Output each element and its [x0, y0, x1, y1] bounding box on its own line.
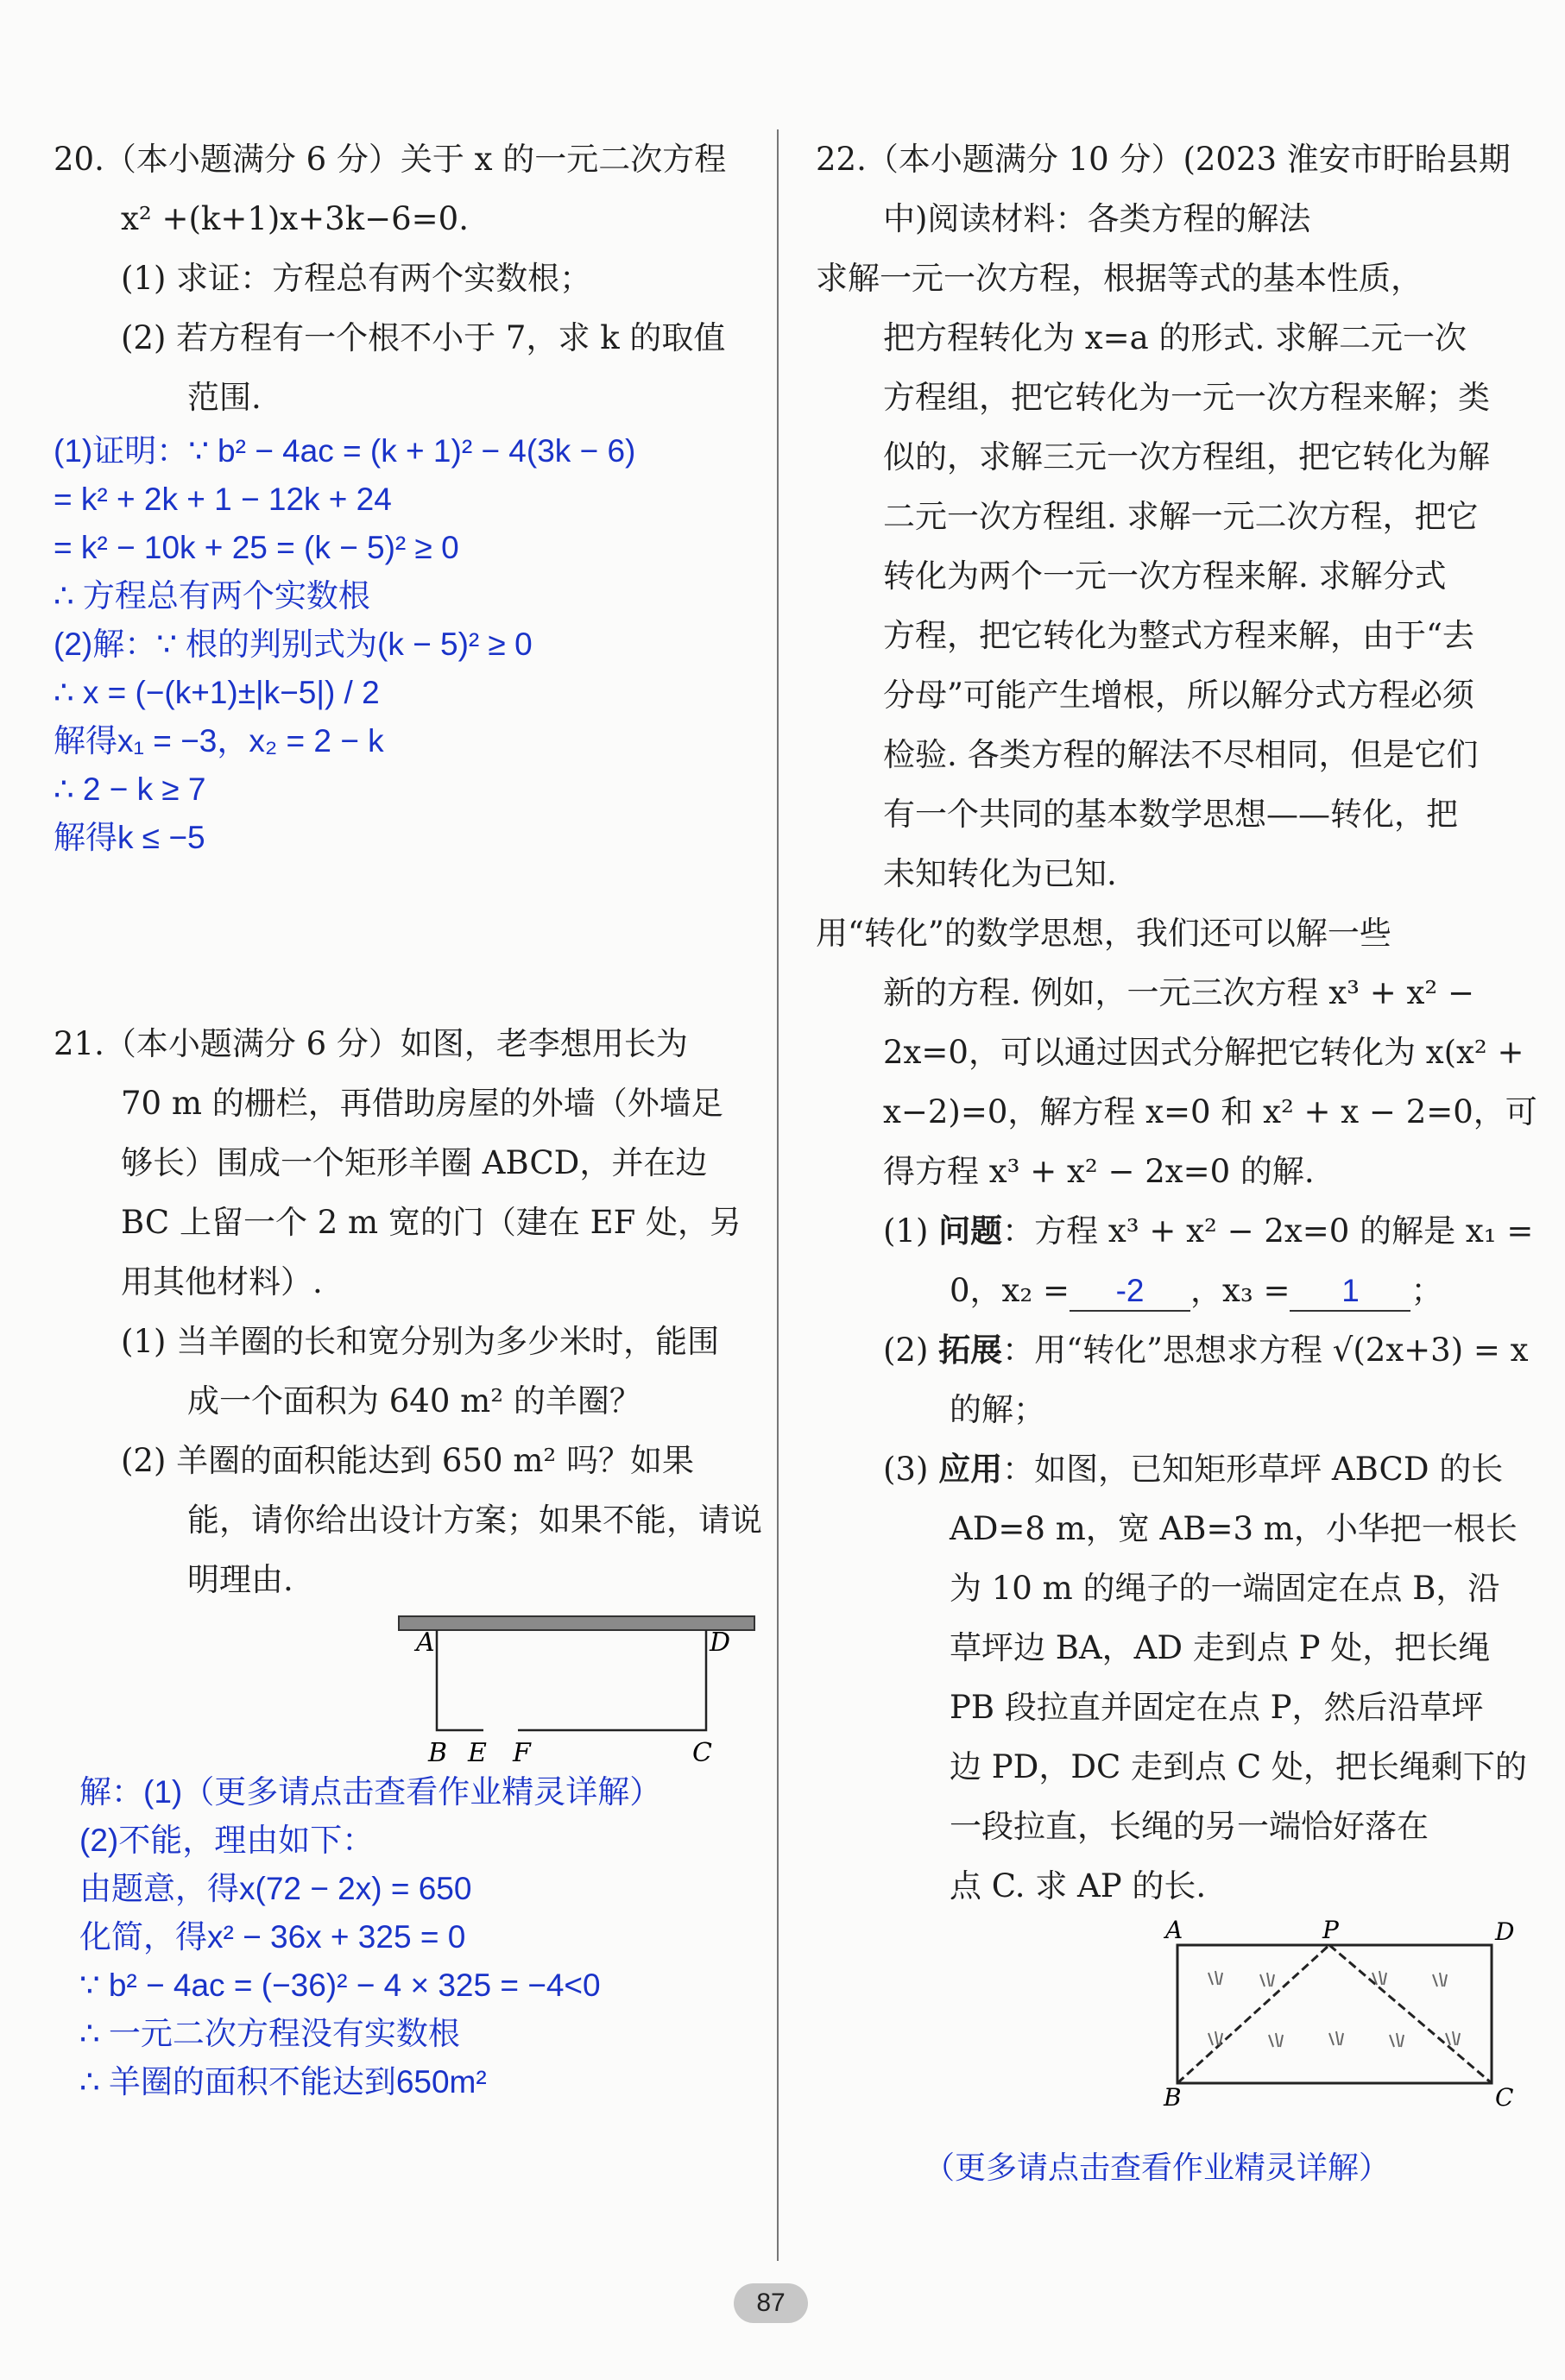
- q20-part1: (1) 求证：方程总有两个实数根；: [121, 260, 592, 297]
- q22-part1-x2-label: 0，x₂ =: [950, 1272, 1070, 1309]
- q20-answer-line: ∴ 2 − k ≥ 7: [54, 771, 206, 807]
- q21-answer-line: 化简，得x² − 36x + 325 = 0: [79, 1919, 466, 1955]
- q20-answer: [54, 427, 761, 862]
- q21-answer-line: 由题意，得x(72 − 2x) = 650: [79, 1871, 472, 1906]
- page-number: 87: [734, 2283, 808, 2323]
- q21-line: 用其他材料）.: [121, 1263, 323, 1300]
- q22-line: 求解一元一次方程，根据等式的基本性质，: [816, 260, 1423, 297]
- q20-equation: x² +(k+1)x+3k−6=0.: [121, 200, 469, 237]
- q21-part: 能，请你给出设计方案；如果不能，请说: [187, 1502, 762, 1539]
- q21-part: 成一个面积为 640 m² 的羊圈？: [187, 1382, 641, 1420]
- q21-answer-line: ∵ b² − 4ac = (−36)² − 4 × 325 = −4<0: [79, 1968, 601, 2003]
- q22-line: 用“转化”的数学思想，我们还可以解一些: [816, 915, 1391, 952]
- q21-part: (1) 当羊圈的长和宽分别为多少米时，能围: [121, 1323, 720, 1360]
- fence-left: [437, 1630, 483, 1730]
- q22-line: 方程组，把它转化为一元一次方程来解；类: [883, 379, 1490, 416]
- q20-answer-line: = k² + 2k + 1 − 12k + 24: [54, 482, 392, 517]
- fence-right: [518, 1630, 706, 1730]
- q22-detail-link[interactable]: （更多请点击查看作业精灵详解）: [924, 2150, 1391, 2185]
- q22-line: 2x=0，可以通过因式分解把它转化为 x(x² +: [883, 1034, 1524, 1071]
- label-A: A: [416, 1628, 435, 1658]
- q21-answer: [54, 1768, 761, 2106]
- q22-line: x−2)=0，解方程 x=0 和 x² + x − 2=0，可: [883, 1093, 1537, 1130]
- question-20: [54, 129, 761, 862]
- q22-line: 得方程 x³ + x² − 2x=0 的解.: [883, 1153, 1315, 1190]
- q21-line: 21.（本小题满分 6 分）如图，老李想用长为: [54, 1025, 688, 1062]
- label-B: B: [1164, 2083, 1182, 2112]
- label-D: D: [710, 1628, 731, 1658]
- q22-line: 未知转化为已知.: [883, 855, 1117, 892]
- rope-bp: [1177, 1945, 1329, 2083]
- q22-part3-line1: (3) 应用：如图，已知矩形草坪 ABCD 的长: [883, 1450, 1504, 1488]
- q22-part3-line: 一段拉直，长绳的另一端恰好落在: [950, 1808, 1429, 1845]
- q22-part3-text: ：如图，已知矩形草坪 ABCD 的长: [1002, 1451, 1504, 1488]
- q22-part3-line: 边 PD，DC 走到点 C 处，把长绳剩下的: [950, 1748, 1527, 1785]
- q22-part1-end: ；: [1410, 1272, 1443, 1309]
- q21-line: 70 m 的栅栏，再借助房屋的外墙（外墙足: [121, 1085, 723, 1122]
- label-F: F: [513, 1738, 531, 1768]
- rope-pc: [1329, 1945, 1492, 2083]
- q22-x2-answer: -2: [1070, 1272, 1190, 1312]
- house-wall: [399, 1616, 754, 1630]
- q22-part1-label: 问题: [938, 1212, 1003, 1250]
- q22-part2-line1: (2) 拓展：用“转化”思想求方程 √(2x+3) = x: [883, 1331, 1529, 1369]
- q22-line: 似的，求解三元一次方程组，把它转化为解: [883, 438, 1490, 475]
- q21-answer-line: ∴ 羊圈的面积不能达到650m²: [79, 2064, 487, 2100]
- q21-part: 明理由.: [187, 1561, 293, 1598]
- label-D: D: [1495, 1917, 1515, 1946]
- q22-line: 把方程转化为 x=a 的形式. 求解二元一次: [883, 319, 1467, 356]
- q20-answer-line: ∴ 方程总有两个实数根: [54, 578, 370, 614]
- q22-line: 转化为两个一元一次方程来解. 求解分式: [883, 557, 1447, 595]
- q22-part1-text: ：方程 x³ + x² − 2x=0 的解是 x₁ =: [1002, 1212, 1534, 1250]
- label-C: C: [1495, 2083, 1514, 2112]
- q22-line: 22.（本小题满分 10 分）(2023 淮安市盱眙县期: [816, 141, 1511, 178]
- q22-part2-line2: 的解；: [950, 1391, 1045, 1428]
- q21-answer-line: ∴ 一元二次方程没有实数根: [79, 2016, 460, 2051]
- q22-line: 有一个共同的基本数学思想——转化，把: [883, 796, 1458, 833]
- q21-line: BC 上留一个 2 m 宽的门（建在 EF 处，另: [121, 1204, 742, 1241]
- q22-part1-x3-label: ，x₃ =: [1190, 1272, 1290, 1309]
- q22-line: 方程，把它转化为整式方程来解，由于“去: [883, 617, 1474, 654]
- grass-marks: [1208, 1971, 1460, 2047]
- q22-part1-line2: [816, 1261, 1506, 1320]
- q22-part1-line1: (1) 问题：方程 x³ + x² − 2x=0 的解是 x₁ =: [883, 1212, 1534, 1250]
- label-B: B: [428, 1738, 448, 1768]
- q22-part3-line: 草坪边 BA，AD 走到点 P 处，把长绳: [950, 1629, 1491, 1666]
- q22-part3-line: AD=8 m，宽 AB=3 m，小华把一根长: [950, 1510, 1518, 1547]
- q20-answer-line: 解得k ≤ −5: [54, 820, 205, 855]
- q20-answer-line: (2)解：∵ 根的判别式为(k − 5)² ≥ 0: [54, 626, 533, 662]
- q20-answer-line: (1)证明：∵ b² − 4ac = (k + 1)² − 4(3k − 6): [54, 433, 636, 469]
- q22-line: 二元一次方程组. 求解一元二次方程，把它: [883, 498, 1479, 535]
- q22-line: 检验. 各类方程的解法不尽相同，但是它们: [883, 736, 1479, 773]
- q21-answer-line: 解：(1)（更多请点击查看作业精灵详解）: [79, 1774, 662, 1810]
- q22-x3-answer: 1: [1290, 1272, 1410, 1312]
- question-22: [816, 129, 1537, 1916]
- q20-part2b: 范围.: [187, 379, 262, 416]
- q22-line: 新的方程. 例如，一元三次方程 x³ + x² −: [883, 974, 1474, 1011]
- q20-title: 20.（本小题满分 6 分）关于 x 的一元二次方程: [54, 141, 727, 178]
- q22-figure: [1157, 1916, 1519, 2112]
- q20-answer-line: ∴ x = (−(k+1)±|k−5|) / 2: [54, 675, 380, 710]
- label-C: C: [692, 1738, 712, 1768]
- q20-part2a: (2) 若方程有一个根不小于 7，求 k 的取值: [121, 319, 726, 356]
- q22-line: 中)阅读材料：各类方程的解法: [883, 200, 1311, 237]
- q22-part3-line: 为 10 m 的绳子的一端固定在点 B，沿: [950, 1570, 1500, 1607]
- lawn-rect: [1177, 1945, 1492, 2083]
- q22-part3-line: 点 C. 求 AP 的长.: [950, 1867, 1207, 1905]
- q20-answer-line: = k² − 10k + 25 = (k − 5)² ≥ 0: [54, 530, 459, 565]
- question-21: [54, 1014, 761, 2106]
- q21-part: (2) 羊圈的面积能达到 650 m² 吗？如果: [121, 1442, 694, 1479]
- q20-answer-line: 解得x₁ = −3，x₂ = 2 − k: [54, 723, 384, 759]
- q21-answer-line: (2)不能，理由如下：: [79, 1823, 375, 1858]
- label-A: A: [1165, 1916, 1183, 1944]
- label-E: E: [468, 1738, 487, 1768]
- right-column: [816, 129, 1537, 1916]
- q22-line: 分母”可能产生增根，所以解分式方程必须: [883, 677, 1474, 714]
- q22-part3-label: 应用: [938, 1450, 1003, 1488]
- left-column: [54, 129, 761, 2106]
- q21-figure: [54, 1609, 761, 1768]
- q22-part2-label: 拓展: [938, 1331, 1003, 1369]
- q21-line: 够长）围成一个矩形羊圈 ABCD，并在边: [121, 1144, 708, 1181]
- label-P: P: [1322, 1916, 1339, 1944]
- q22-part2-text: ：用“转化”思想求方程 √(2x+3) = x: [1002, 1332, 1529, 1369]
- column-divider: [777, 129, 779, 2261]
- q22-part3-line: PB 段拉直并固定在点 P，然后沿草坪: [950, 1689, 1484, 1726]
